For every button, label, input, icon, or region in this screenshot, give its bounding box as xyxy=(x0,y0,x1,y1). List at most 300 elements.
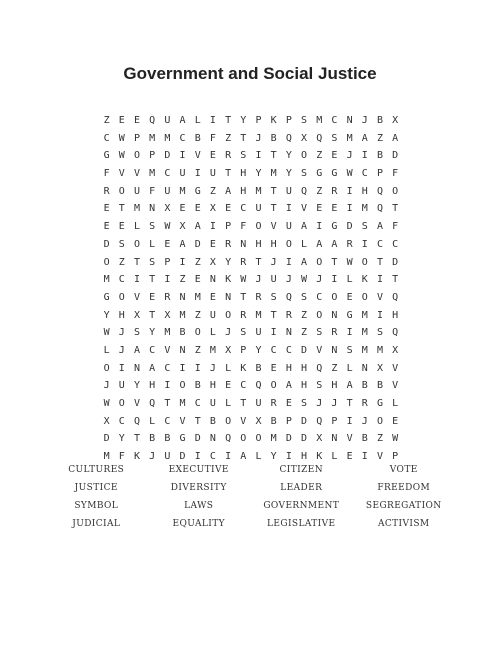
grid-letter: S xyxy=(133,327,140,339)
word-list-item: ACTIVISM xyxy=(377,519,430,529)
grid-letter: I xyxy=(255,150,262,162)
word-list-item: EXECUTIVE xyxy=(168,465,229,475)
grid-letter: A xyxy=(133,344,140,356)
grid-letter: O xyxy=(255,221,262,233)
grid-letter: S xyxy=(301,115,308,126)
grid-letter: J xyxy=(331,398,338,409)
grid-letter: E xyxy=(133,115,140,126)
grid-letter: E xyxy=(316,203,323,215)
grid-letter: W xyxy=(103,327,110,339)
grid-letter: Q xyxy=(316,415,323,427)
grid-letter: V xyxy=(316,344,323,356)
grid-letter: Z xyxy=(103,115,110,126)
grid-letter: D xyxy=(392,256,399,268)
grid-letter: B xyxy=(255,362,262,374)
grid-letter: D xyxy=(164,150,171,162)
grid-row xyxy=(99,130,403,148)
grid-letter: P xyxy=(392,451,399,463)
grid-letter: A xyxy=(376,221,383,233)
grid-letter: X xyxy=(376,362,383,374)
grid-letter: J xyxy=(255,274,262,286)
grid-letter: G xyxy=(316,168,323,180)
grid-letter: X xyxy=(225,344,232,356)
grid-letter: Z xyxy=(194,309,201,321)
grid-letter: W xyxy=(118,132,125,144)
grid-letter: Q xyxy=(301,185,308,197)
grid-letter: E xyxy=(118,115,125,126)
grid-letter: C xyxy=(240,203,247,215)
grid-letter: Y xyxy=(149,327,156,339)
grid-letter: C xyxy=(164,362,171,374)
grid-letter: K xyxy=(316,451,323,463)
grid-letter: M xyxy=(361,344,368,356)
grid-letter: X xyxy=(209,203,216,215)
grid-letter: U xyxy=(270,274,277,286)
grid-letter: M xyxy=(255,185,262,197)
grid-letter: E xyxy=(164,238,171,250)
grid-letter: S xyxy=(376,327,383,339)
grid-letter: J xyxy=(255,132,262,144)
grid-letter: T xyxy=(270,185,277,197)
grid-letter: R xyxy=(270,398,277,409)
grid-letter: S xyxy=(331,132,338,144)
grid-letter: Q xyxy=(376,203,383,215)
grid-letter: N xyxy=(133,362,140,374)
grid-letter: C xyxy=(240,380,247,392)
grid-letter: I xyxy=(270,327,277,339)
grid-letter: H xyxy=(301,380,308,392)
grid-letter: U xyxy=(133,185,140,197)
grid-letter: T xyxy=(118,203,125,215)
grid-letter: X xyxy=(164,309,171,321)
grid-letter: L xyxy=(209,327,216,339)
grid-letter: B xyxy=(270,415,277,427)
grid-letter: C xyxy=(392,238,399,250)
grid-letter: Y xyxy=(285,150,292,162)
grid-letter: H xyxy=(361,185,368,197)
grid-letter: W xyxy=(118,150,125,162)
grid-letter: E xyxy=(103,221,110,233)
grid-letter: E xyxy=(118,221,125,233)
word-list-item: FREEDOM xyxy=(377,483,431,493)
grid-letter: A xyxy=(392,132,399,144)
grid-letter: X xyxy=(103,415,110,427)
grid-letter: I xyxy=(225,451,232,463)
grid-letter: S xyxy=(118,238,125,250)
grid-letter: E xyxy=(103,203,110,215)
grid-letter: O xyxy=(179,380,186,392)
grid-letter: Q xyxy=(392,291,399,303)
grid-letter: H xyxy=(285,362,292,374)
grid-letter: L xyxy=(301,238,308,250)
grid-letter: M xyxy=(164,132,171,144)
grid-letter: S xyxy=(301,168,308,180)
grid-letter: M xyxy=(255,309,262,321)
grid-letter: M xyxy=(194,291,201,303)
grid-letter: S xyxy=(361,221,368,233)
grid-letter: V xyxy=(118,168,125,180)
grid-letter: E xyxy=(331,150,338,162)
grid-letter: J xyxy=(209,362,216,374)
grid-letter: X xyxy=(209,256,216,268)
grid-letter: M xyxy=(361,327,368,339)
grid-letter: Q xyxy=(392,327,399,339)
grid-letter: I xyxy=(164,380,171,392)
grid-letter: V xyxy=(346,433,353,445)
grid-letter: R xyxy=(103,185,110,197)
grid-letter: T xyxy=(331,256,338,268)
grid-letter: T xyxy=(225,168,232,180)
grid-letter: I xyxy=(164,274,171,286)
grid-letter: O xyxy=(392,185,399,197)
grid-letter: M xyxy=(346,132,353,144)
grid-letter: N xyxy=(346,115,353,126)
grid-letter: D xyxy=(194,433,201,445)
grid-letter: D xyxy=(179,451,186,463)
grid-letter: B xyxy=(149,433,156,445)
grid-letter: J xyxy=(103,380,110,392)
grid-row xyxy=(99,147,403,165)
word-list-item: LEADER xyxy=(280,483,323,493)
grid-row xyxy=(99,377,403,395)
grid-letter: H xyxy=(331,380,338,392)
grid-letter: D xyxy=(301,344,308,356)
grid-letter: A xyxy=(301,221,308,233)
grid-letter: W xyxy=(346,256,353,268)
grid-letter: W xyxy=(301,274,308,286)
grid-letter: S xyxy=(301,398,308,409)
grid-letter: W xyxy=(240,274,247,286)
grid-letter: E xyxy=(346,451,353,463)
grid-letter: A xyxy=(331,238,338,250)
grid-letter: F xyxy=(209,132,216,144)
grid-row xyxy=(99,183,403,201)
grid-letter: S xyxy=(316,380,323,392)
grid-letter: Y xyxy=(255,168,262,180)
grid-letter: R xyxy=(164,291,171,303)
grid-letter: Q xyxy=(285,291,292,303)
grid-letter: J xyxy=(346,150,353,162)
grid-letter: J xyxy=(118,327,125,339)
grid-row xyxy=(99,200,403,218)
grid-letter: W xyxy=(392,433,399,445)
grid-letter: X xyxy=(392,344,399,356)
grid-letter: C xyxy=(209,451,216,463)
grid-letter: P xyxy=(255,115,262,126)
grid-letter: O xyxy=(316,309,323,321)
grid-letter: U xyxy=(209,168,216,180)
grid-letter: R xyxy=(361,398,368,409)
word-list-item: DIVERSITY xyxy=(170,483,227,493)
grid-letter: A xyxy=(240,451,247,463)
grid-letter: T xyxy=(376,256,383,268)
grid-row xyxy=(99,218,403,236)
grid-letter: I xyxy=(346,415,353,427)
grid-letter: N xyxy=(240,238,247,250)
grid-letter: S xyxy=(301,291,308,303)
grid-letter: Y xyxy=(285,168,292,180)
grid-letter: Z xyxy=(316,185,323,197)
page-title: Government and Social Justice xyxy=(123,64,377,83)
grid-letter: I xyxy=(361,150,368,162)
grid-letter: S xyxy=(149,221,156,233)
grid-letter: A xyxy=(301,256,308,268)
grid-letter: R xyxy=(240,309,247,321)
grid-letter: Q xyxy=(255,380,262,392)
grid-row xyxy=(99,165,403,183)
grid-letter: B xyxy=(361,433,368,445)
grid-letter: G xyxy=(331,221,338,233)
grid-letter: I xyxy=(285,256,292,268)
grid-letter: J xyxy=(361,115,368,126)
grid-letter: W xyxy=(346,168,353,180)
grid-letter: M xyxy=(164,327,171,339)
grid-letter: V xyxy=(133,168,140,180)
grid-letter: U xyxy=(285,221,292,233)
word-list-item: SEGREGATION xyxy=(365,501,442,511)
grid-letter: Y xyxy=(240,115,247,126)
grid-letter: I xyxy=(209,115,216,126)
grid-letter: F xyxy=(103,168,110,180)
grid-letter: M xyxy=(149,168,156,180)
letter-grid xyxy=(99,112,403,466)
grid-letter: L xyxy=(149,238,156,250)
grid-letter: B xyxy=(194,132,201,144)
grid-row xyxy=(99,430,403,448)
grid-letter: L xyxy=(346,274,353,286)
word-list-item: CITIZEN xyxy=(279,465,323,475)
grid-row xyxy=(99,112,403,130)
grid-letter: J xyxy=(118,344,125,356)
grid-letter: R xyxy=(331,185,338,197)
grid-letter: Y xyxy=(225,256,232,268)
grid-letter: B xyxy=(376,150,383,162)
grid-letter: C xyxy=(179,132,186,144)
grid-letter: P xyxy=(225,221,232,233)
grid-letter: T xyxy=(392,203,399,215)
grid-letter: O xyxy=(361,291,368,303)
grid-row xyxy=(99,395,403,413)
grid-letter: O xyxy=(103,256,110,268)
grid-row xyxy=(99,254,403,272)
grid-letter: C xyxy=(103,132,110,144)
grid-letter: G xyxy=(194,185,201,197)
grid-letter: I xyxy=(376,309,383,321)
grid-letter: M xyxy=(103,274,110,286)
grid-letter: T xyxy=(194,415,201,427)
word-list-item: GOVERNMENT xyxy=(263,501,340,511)
grid-letter: F xyxy=(240,221,247,233)
grid-letter: Q xyxy=(316,362,323,374)
grid-letter: I xyxy=(376,274,383,286)
grid-letter: Q xyxy=(316,132,323,144)
grid-letter: Z xyxy=(194,256,201,268)
grid-letter: F xyxy=(392,168,399,180)
grid-letter: P xyxy=(240,344,247,356)
grid-letter: G xyxy=(179,433,186,445)
grid-letter: E xyxy=(194,203,201,215)
grid-letter: O xyxy=(118,185,125,197)
grid-letter: I xyxy=(331,274,338,286)
grid-row xyxy=(99,360,403,378)
grid-letter: C xyxy=(149,344,156,356)
grid-letter: I xyxy=(133,274,140,286)
grid-letter: D xyxy=(346,221,353,233)
grid-letter: A xyxy=(346,380,353,392)
grid-letter: J xyxy=(149,451,156,463)
grid-letter: I xyxy=(194,362,201,374)
grid-letter: L xyxy=(194,115,201,126)
grid-letter: N xyxy=(361,362,368,374)
grid-row xyxy=(99,342,403,360)
grid-letter: R xyxy=(255,291,262,303)
grid-letter: V xyxy=(392,362,399,374)
grid-letter: Z xyxy=(376,433,383,445)
grid-letter: U xyxy=(255,203,262,215)
grid-letter: T xyxy=(240,132,247,144)
grid-letter: V xyxy=(179,415,186,427)
grid-row xyxy=(99,236,403,254)
grid-letter: N xyxy=(149,203,156,215)
grid-letter: Z xyxy=(225,132,232,144)
grid-letter: T xyxy=(149,274,156,286)
grid-letter: E xyxy=(179,203,186,215)
grid-letter: L xyxy=(149,415,156,427)
grid-letter: G xyxy=(103,150,110,162)
grid-letter: M xyxy=(270,168,277,180)
grid-letter: E xyxy=(331,203,338,215)
grid-letter: K xyxy=(133,451,140,463)
grid-letter: N xyxy=(225,291,232,303)
grid-letter: U xyxy=(255,398,262,409)
grid-letter: P xyxy=(133,132,140,144)
grid-letter: I xyxy=(179,256,186,268)
grid-letter: U xyxy=(209,398,216,409)
grid-letter: T xyxy=(133,433,140,445)
grid-letter: O xyxy=(301,150,308,162)
grid-letter: Z xyxy=(209,185,216,197)
grid-letter: D xyxy=(301,415,308,427)
grid-letter: D xyxy=(103,433,110,445)
grid-letter: V xyxy=(194,150,201,162)
grid-letter: M xyxy=(361,309,368,321)
grid-letter: C xyxy=(361,168,368,180)
grid-letter: L xyxy=(103,344,110,356)
grid-row xyxy=(99,413,403,431)
grid-letter: D xyxy=(392,150,399,162)
grid-letter: V xyxy=(376,451,383,463)
grid-letter: S xyxy=(240,327,247,339)
grid-letter: I xyxy=(285,451,292,463)
grid-letter: O xyxy=(133,238,140,250)
grid-letter: V xyxy=(240,415,247,427)
grid-letter: Z xyxy=(376,132,383,144)
grid-letter: I xyxy=(361,238,368,250)
grid-letter: X xyxy=(164,203,171,215)
grid-letter: E xyxy=(392,415,399,427)
grid-letter: Y xyxy=(118,433,125,445)
grid-letter: Z xyxy=(316,150,323,162)
grid-letter: C xyxy=(194,398,201,409)
grid-letter: I xyxy=(179,150,186,162)
grid-letter: D xyxy=(194,238,201,250)
grid-letter: S xyxy=(149,256,156,268)
word-list-item: CULTURES xyxy=(68,465,125,475)
word-list-item: JUSTICE xyxy=(74,483,118,493)
grid-letter: N xyxy=(285,327,292,339)
grid-letter: M xyxy=(179,185,186,197)
grid-letter: L xyxy=(225,398,232,409)
grid-letter: P xyxy=(331,415,338,427)
grid-letter: M xyxy=(316,115,323,126)
grid-letter: F xyxy=(392,221,399,233)
grid-letter: M xyxy=(179,309,186,321)
grid-letter: G xyxy=(331,168,338,180)
grid-letter: P xyxy=(285,115,292,126)
grid-letter: H xyxy=(209,380,216,392)
grid-letter: V xyxy=(301,203,308,215)
grid-letter: L xyxy=(225,362,232,374)
grid-letter: R xyxy=(240,256,247,268)
grid-letter: E xyxy=(285,398,292,409)
grid-letter: U xyxy=(255,327,262,339)
grid-letter: I xyxy=(194,168,201,180)
grid-letter: X xyxy=(255,415,262,427)
grid-letter: U xyxy=(209,309,216,321)
grid-letter: H xyxy=(301,451,308,463)
grid-row xyxy=(99,271,403,289)
grid-letter: R xyxy=(225,238,232,250)
grid-letter: B xyxy=(376,380,383,392)
grid-letter: C xyxy=(118,415,125,427)
grid-letter: D xyxy=(103,238,110,250)
grid-letter: N xyxy=(209,274,216,286)
grid-letter: T xyxy=(240,398,247,409)
grid-letter: O xyxy=(255,433,262,445)
grid-letter: O xyxy=(270,380,277,392)
word-list-item: EQUALITY xyxy=(172,519,225,529)
grid-letter: O xyxy=(285,238,292,250)
grid-letter: I xyxy=(194,451,201,463)
grid-letter: A xyxy=(179,115,186,126)
grid-letter: P xyxy=(376,168,383,180)
grid-letter: K xyxy=(361,274,368,286)
grid-letter: O xyxy=(103,362,110,374)
grid-letter: O xyxy=(361,256,368,268)
grid-letter: G xyxy=(346,309,353,321)
grid-letter: E xyxy=(149,291,156,303)
grid-letter: R xyxy=(225,150,232,162)
grid-letter: W xyxy=(164,221,171,233)
grid-letter: P xyxy=(285,415,292,427)
grid-letter: S xyxy=(270,291,277,303)
grid-letter: T xyxy=(225,115,232,126)
grid-letter: M xyxy=(179,398,186,409)
grid-letter: U xyxy=(164,115,171,126)
grid-letter: T xyxy=(149,309,156,321)
grid-letter: T xyxy=(164,398,171,409)
grid-letter: V xyxy=(376,291,383,303)
grid-letter: A xyxy=(194,221,201,233)
grid-letter: C xyxy=(316,291,323,303)
grid-letter: L xyxy=(346,362,353,374)
grid-letter: R xyxy=(346,238,353,250)
grid-letter: Z xyxy=(301,327,308,339)
grid-letter: J xyxy=(316,274,323,286)
grid-letter: X xyxy=(392,115,399,126)
grid-letter: I xyxy=(285,203,292,215)
grid-letter: T xyxy=(270,203,277,215)
